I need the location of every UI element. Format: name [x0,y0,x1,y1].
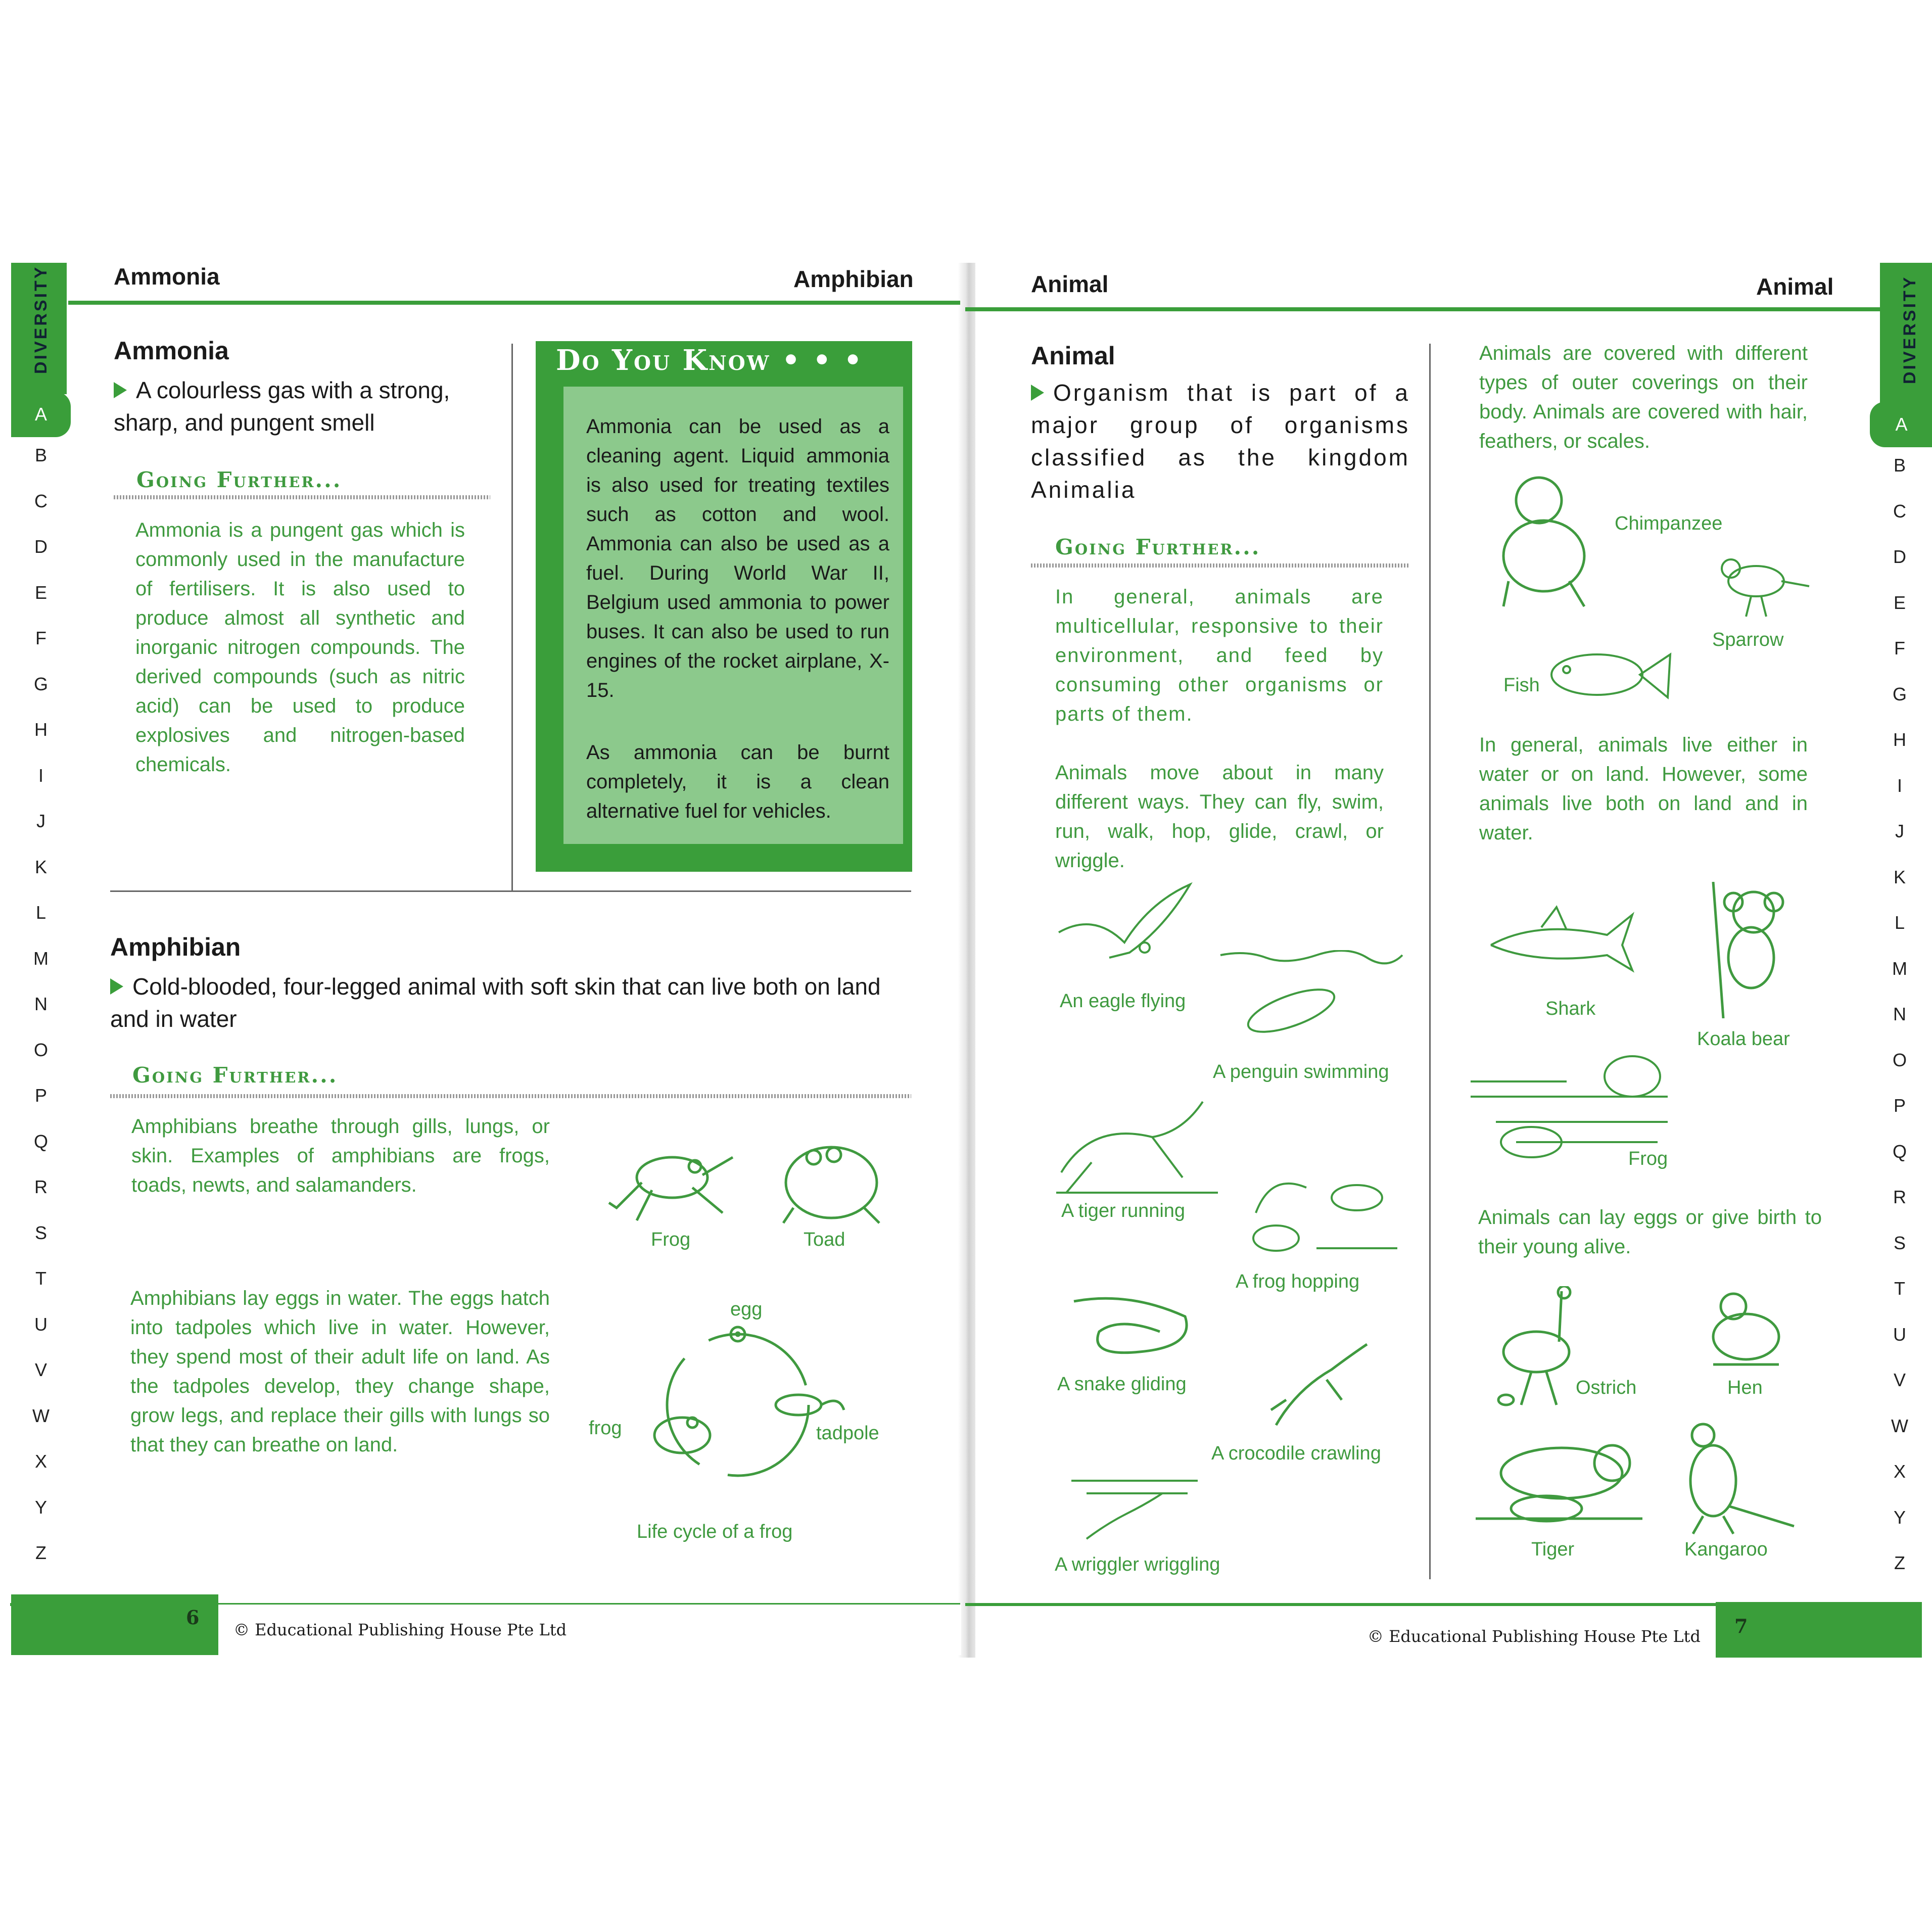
index-letter-a[interactable]: A [11,392,71,437]
index-letter-q[interactable]: Q [33,1130,48,1152]
right-page-number: 7 [1734,1615,1748,1637]
do-you-know-panel [563,387,903,844]
index-letter-l[interactable]: L [1894,912,1905,933]
koala-caption: Koala bear [1697,1028,1790,1050]
water-frog-caption: Frog [1628,1148,1668,1169]
sparrow-caption: Sparrow [1712,629,1784,650]
animal-dotted-rule [1031,563,1409,568]
frog-caption: Frog [651,1229,691,1250]
frog-hopping-drawing [1241,1162,1402,1263]
index-letter-j[interactable]: J [1895,821,1904,841]
index-letter-g[interactable]: G [33,673,48,694]
index-letter-f[interactable]: F [1894,638,1905,658]
amphibian-title: Amphibian [110,933,241,961]
hen-drawing [1703,1286,1784,1372]
book-spine [958,263,978,1658]
index-letter-l[interactable]: L [35,902,46,923]
left-running-header-left: Ammonia [114,263,220,290]
index-letter-s[interactable]: S [34,1222,47,1243]
fish-drawing [1541,642,1673,708]
wriggler-drawing [1066,1473,1203,1549]
amphibian-definition: Cold-blooded, four-legged animal with soft skin that can live both on land and in water [110,973,881,1032]
index-letter-w[interactable]: W [1891,1415,1908,1436]
index-letter-t[interactable]: T [35,1268,46,1289]
index-letter-n[interactable]: N [1893,1004,1906,1024]
index-letter-y[interactable]: Y [1893,1506,1906,1528]
index-letter-i[interactable]: I [1897,775,1902,796]
index-letter-o[interactable]: O [1892,1049,1907,1070]
animal-text-2: Animals move about in many different ways. They can fly, swim, run, walk, hop, glide, crawl, or wriggle. [1055,762,1384,872]
ammonia-definition: A colourless gas with a strong, sharp, and pungent smell [114,377,450,436]
index-letter-y[interactable]: Y [34,1496,47,1518]
index-letter-m[interactable]: M [33,948,49,969]
index-letter-w[interactable]: W [32,1405,50,1426]
ostrich-drawing [1491,1286,1577,1407]
index-letter-b[interactable]: B [1893,455,1906,476]
index-letter-d[interactable]: D [1893,546,1906,567]
do-you-know-para2: As ammonia can be burnt completely, it is a clean alternative fuel for vehicles. [586,741,889,822]
index-letter-t[interactable]: T [1894,1278,1905,1299]
left-running-header-right: Amphibian [793,266,914,292]
do-you-know-box [536,341,912,872]
right-running-header-left: Animal [1031,271,1109,297]
left-copyright: © Educational Publishing House Pte Ltd [218,1605,961,1655]
amphibian-dotted-rule [110,1094,911,1098]
eagle-caption: An eagle flying [1060,991,1186,1012]
index-letter-h[interactable]: H [1893,729,1906,750]
left-side-tab [11,263,67,394]
cycle-egg-label: egg [730,1299,763,1320]
cycle-frog-label: frog [589,1418,622,1439]
index-letter-c[interactable]: C [1893,500,1906,522]
toad-drawing [773,1132,889,1228]
left-column-divider [511,344,513,892]
frog-drawing [606,1127,738,1228]
index-letter-u[interactable]: U [34,1313,48,1335]
left-section-divider [110,890,911,892]
tiger-drawing [1471,1433,1647,1524]
chimpanzee-caption: Chimpanzee [1615,513,1723,534]
do-you-know-para1: Ammonia can be used as a cleaning agent. Liquid ammonia is also used for treating textiles such as cotton and wool. Ammonia can also be used as a fuel. During World War II, Belgium used ammonia to power buses. It can also be used to run engines of the rocket airplane, X-15. [586,415,889,701]
wriggler-caption: A wriggler wriggling [1055,1554,1220,1575]
index-letter-j[interactable]: J [36,811,45,831]
chimpanzee-drawing [1483,470,1610,611]
crocodile-drawing [1266,1339,1372,1430]
left-page-number: 6 [186,1606,200,1629]
index-letter-e[interactable]: E [1893,592,1906,613]
snake-caption: A snake gliding [1057,1374,1187,1395]
tiger-caption: Tiger [1531,1539,1575,1560]
fish-caption: Fish [1503,675,1540,696]
tiger-running-caption: A tiger running [1061,1200,1186,1221]
amphibian-text-1: Amphibians breathe through gills, lungs, or skin. Examples of amphibians are frogs, toads, newts, and salamanders. [131,1115,550,1196]
kangaroo-caption: Kangaroo [1684,1539,1768,1560]
ammonia-going-further-text: Ammonia is a pungent gas which is commonly used in the manufacture of fertilisers. It is also used to produce almost all synthetic and inorganic nitrogen compounds. The derived compounds (such as nitric acid) can be used to produce explosives and nitrogen-based chemicals. [135,519,465,776]
sparrow-drawing [1711,551,1812,622]
amphibian-text-2: Amphibians lay eggs in water. The eggs hatch into tadpoles which live in water. However, they spend most of their adult life on land. As the tadpoles develop, they change shape, grow legs, and replace their gills with lungs so that they can breathe on land. [130,1287,550,1456]
animal-definition: Organism that is part of a major group of organisms classified as the kingdom Animalia [1031,380,1410,503]
animal-text-5: Animals can lay eggs or give birth to their young alive. [1478,1206,1822,1258]
bullet-arrow-icon [110,978,123,995]
ostrich-caption: Ostrich [1576,1377,1637,1398]
shark-caption: Shark [1545,998,1596,1019]
penguin-caption: A penguin swimming [1213,1061,1389,1082]
right-copyright: © Educational Publishing House Pte Ltd [978,1611,1706,1662]
right-column-divider [1429,344,1431,1579]
animal-text-4: In general, animals live either in water or on land. However, some animals live both on land and in water. [1479,734,1808,844]
index-letter-d[interactable]: D [34,536,48,557]
index-letter-v[interactable]: V [1893,1370,1906,1390]
left-side-tab-label: DIVERSITY [31,265,51,374]
ammonia-going-further-label: Going Further... [136,467,342,492]
index-letter-n[interactable]: N [34,994,48,1014]
snake-drawing [1059,1286,1200,1372]
eagle-drawing [1054,882,1195,983]
bullet-arrow-icon [114,382,127,398]
cycle-tadpole-label: tadpole [816,1423,879,1444]
index-letter-p[interactable]: P [1893,1095,1906,1116]
index-letter-r[interactable]: R [1893,1187,1906,1207]
penguin-drawing [1215,950,1407,1041]
right-side-tab [1880,263,1932,404]
life-cycle-caption: Life cycle of a frog [637,1521,793,1542]
index-letter-s[interactable]: S [1893,1232,1906,1253]
frog-hopping-caption: A frog hopping [1236,1271,1360,1292]
crocodile-caption: A crocodile crawling [1211,1443,1381,1464]
index-letter-v[interactable]: V [34,1359,47,1380]
ammonia-dotted-rule [114,495,490,499]
index-letter-r[interactable]: R [34,1176,48,1197]
right-side-tab-label: DIVERSITY [1900,275,1919,384]
right-running-header-right: Animal [1756,273,1834,300]
index-letter-q[interactable]: Q [1892,1141,1907,1162]
right-header-rule [965,307,1882,311]
animal-text-1: In general, animals are multicellular, responsive to their environment, and feed by consuming other organisms or parts of them. [1055,586,1384,725]
index-letter-z[interactable]: Z [35,1542,46,1563]
index-letter-i[interactable]: I [38,765,43,786]
left-header-rule [68,301,960,305]
index-letter-g[interactable]: G [1892,683,1907,704]
index-letter-u[interactable]: U [1893,1324,1906,1345]
index-letter-a[interactable]: A [1870,402,1932,447]
index-letter-c[interactable]: C [34,490,48,511]
ammonia-title: Ammonia [114,337,229,365]
animal-going-further-label: Going Further... [1055,535,1261,559]
index-letter-e[interactable]: E [34,582,47,603]
index-letter-b[interactable]: B [34,445,47,465]
shark-drawing [1486,905,1637,980]
life-cycle-diagram [637,1304,849,1506]
index-letter-o[interactable]: O [33,1039,48,1060]
do-you-know-title: Do You Know • • • [556,344,864,377]
index-letter-k[interactable]: K [1893,866,1906,887]
index-letter-z[interactable]: Z [1894,1552,1905,1573]
bullet-arrow-icon [1031,385,1044,401]
index-letter-h[interactable]: H [34,719,48,740]
index-letter-x[interactable]: X [1893,1461,1906,1482]
tiger-running-drawing [1051,1092,1223,1203]
index-letter-p[interactable]: P [34,1085,47,1106]
animal-text-3: Animals are covered with different types of outer coverings on their body. Animals are covered with hair, feathers, or scales. [1479,342,1808,452]
index-letter-k[interactable]: K [34,856,47,877]
animal-title: Animal [1031,342,1115,370]
kangaroo-drawing [1673,1420,1799,1536]
toad-caption: Toad [804,1229,845,1250]
hen-caption: Hen [1727,1377,1763,1398]
index-letter-x[interactable]: X [34,1451,47,1472]
amphibian-going-further-label: Going Further... [132,1063,338,1088]
index-letter-m[interactable]: M [1892,958,1907,979]
index-letter-f[interactable]: F [35,628,46,648]
koala-drawing [1703,882,1789,1018]
